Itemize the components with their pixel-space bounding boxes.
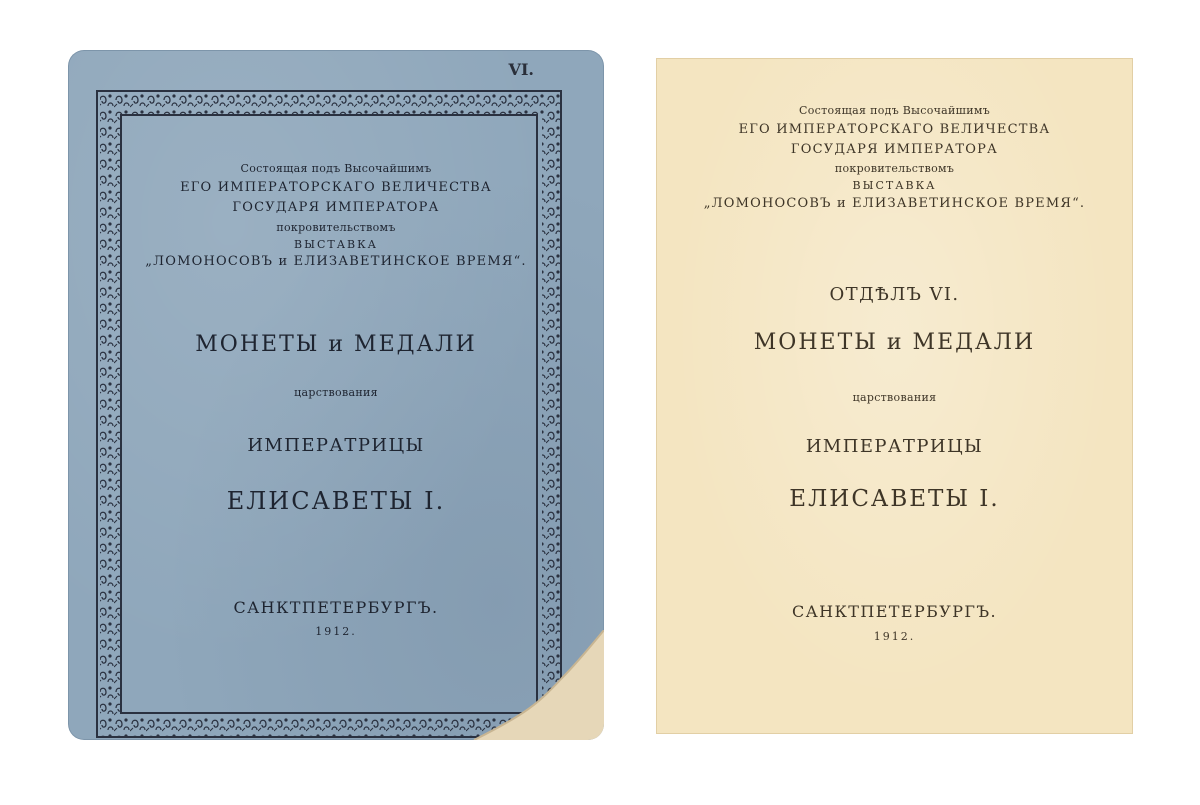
cover-volume-number: VI. <box>508 60 534 79</box>
tp-city: САНКТПЕТЕРБУРГЪ. <box>792 602 997 621</box>
cover-name: ЕЛИСАВЕТЫ I. <box>226 487 446 515</box>
tp-reign: царствования <box>852 391 937 404</box>
blue-cover <box>68 50 604 740</box>
title-page <box>656 58 1133 734</box>
tp-empress: ИМПЕРАТРИЦЫ <box>805 436 984 457</box>
tp-section: ОТДѢЛЪ VI. <box>829 284 960 305</box>
cover-emperor-line: ГОСУДАРЯ ИМПЕРАТОРА <box>232 200 440 215</box>
cover-majesty-line: ЕГО ИМПЕРАТОРСКАГО ВЕЛИЧЕСТВА <box>180 180 492 195</box>
cover-year: 1912. <box>315 625 357 638</box>
torn-corner <box>454 630 604 740</box>
tp-emperor-line: ГОСУДАРЯ ИМПЕРАТОРА <box>790 142 999 157</box>
tp-title: МОНЕТЫ и МЕДАЛИ <box>753 330 1036 355</box>
tp-exhibition-name: „ЛОМОНОСОВЪ и ЕЛИЗАВЕТИНСКОЕ ВРЕМЯ“. <box>703 196 1086 211</box>
tp-patronage-line: Состоящая подъ Высочайшимъ <box>799 104 990 117</box>
tp-majesty-line: ЕГО ИМПЕРАТОРСКАГО ВЕЛИЧЕСТВА <box>738 122 1051 137</box>
tp-exhibition-label: ВЫСТАВКА <box>852 179 937 192</box>
tp-name: ЕЛИСАВЕТЫ I. <box>789 486 1000 512</box>
cover-title: МОНЕТЫ и МЕДАЛИ <box>195 332 477 357</box>
cover-protection-line: покровительствомъ <box>276 221 396 234</box>
cover-reign: царствования <box>294 386 378 399</box>
cover-city: САНКТПЕТЕРБУРГЪ. <box>233 598 439 617</box>
cover-exhibition-name: „ЛОМОНОСОВЪ и ЕЛИЗАВЕТИНСКОЕ ВРЕМЯ“. <box>145 254 527 269</box>
tp-year: 1912. <box>873 630 916 643</box>
cover-exhibition-label: ВЫСТАВКА <box>294 238 378 251</box>
cover-empress: ИМПЕРАТРИЦЫ <box>247 435 425 456</box>
tp-protection-line: покровительствомъ <box>834 162 955 175</box>
cover-patronage-line: Состоящая подъ Высочайшимъ <box>240 162 432 175</box>
